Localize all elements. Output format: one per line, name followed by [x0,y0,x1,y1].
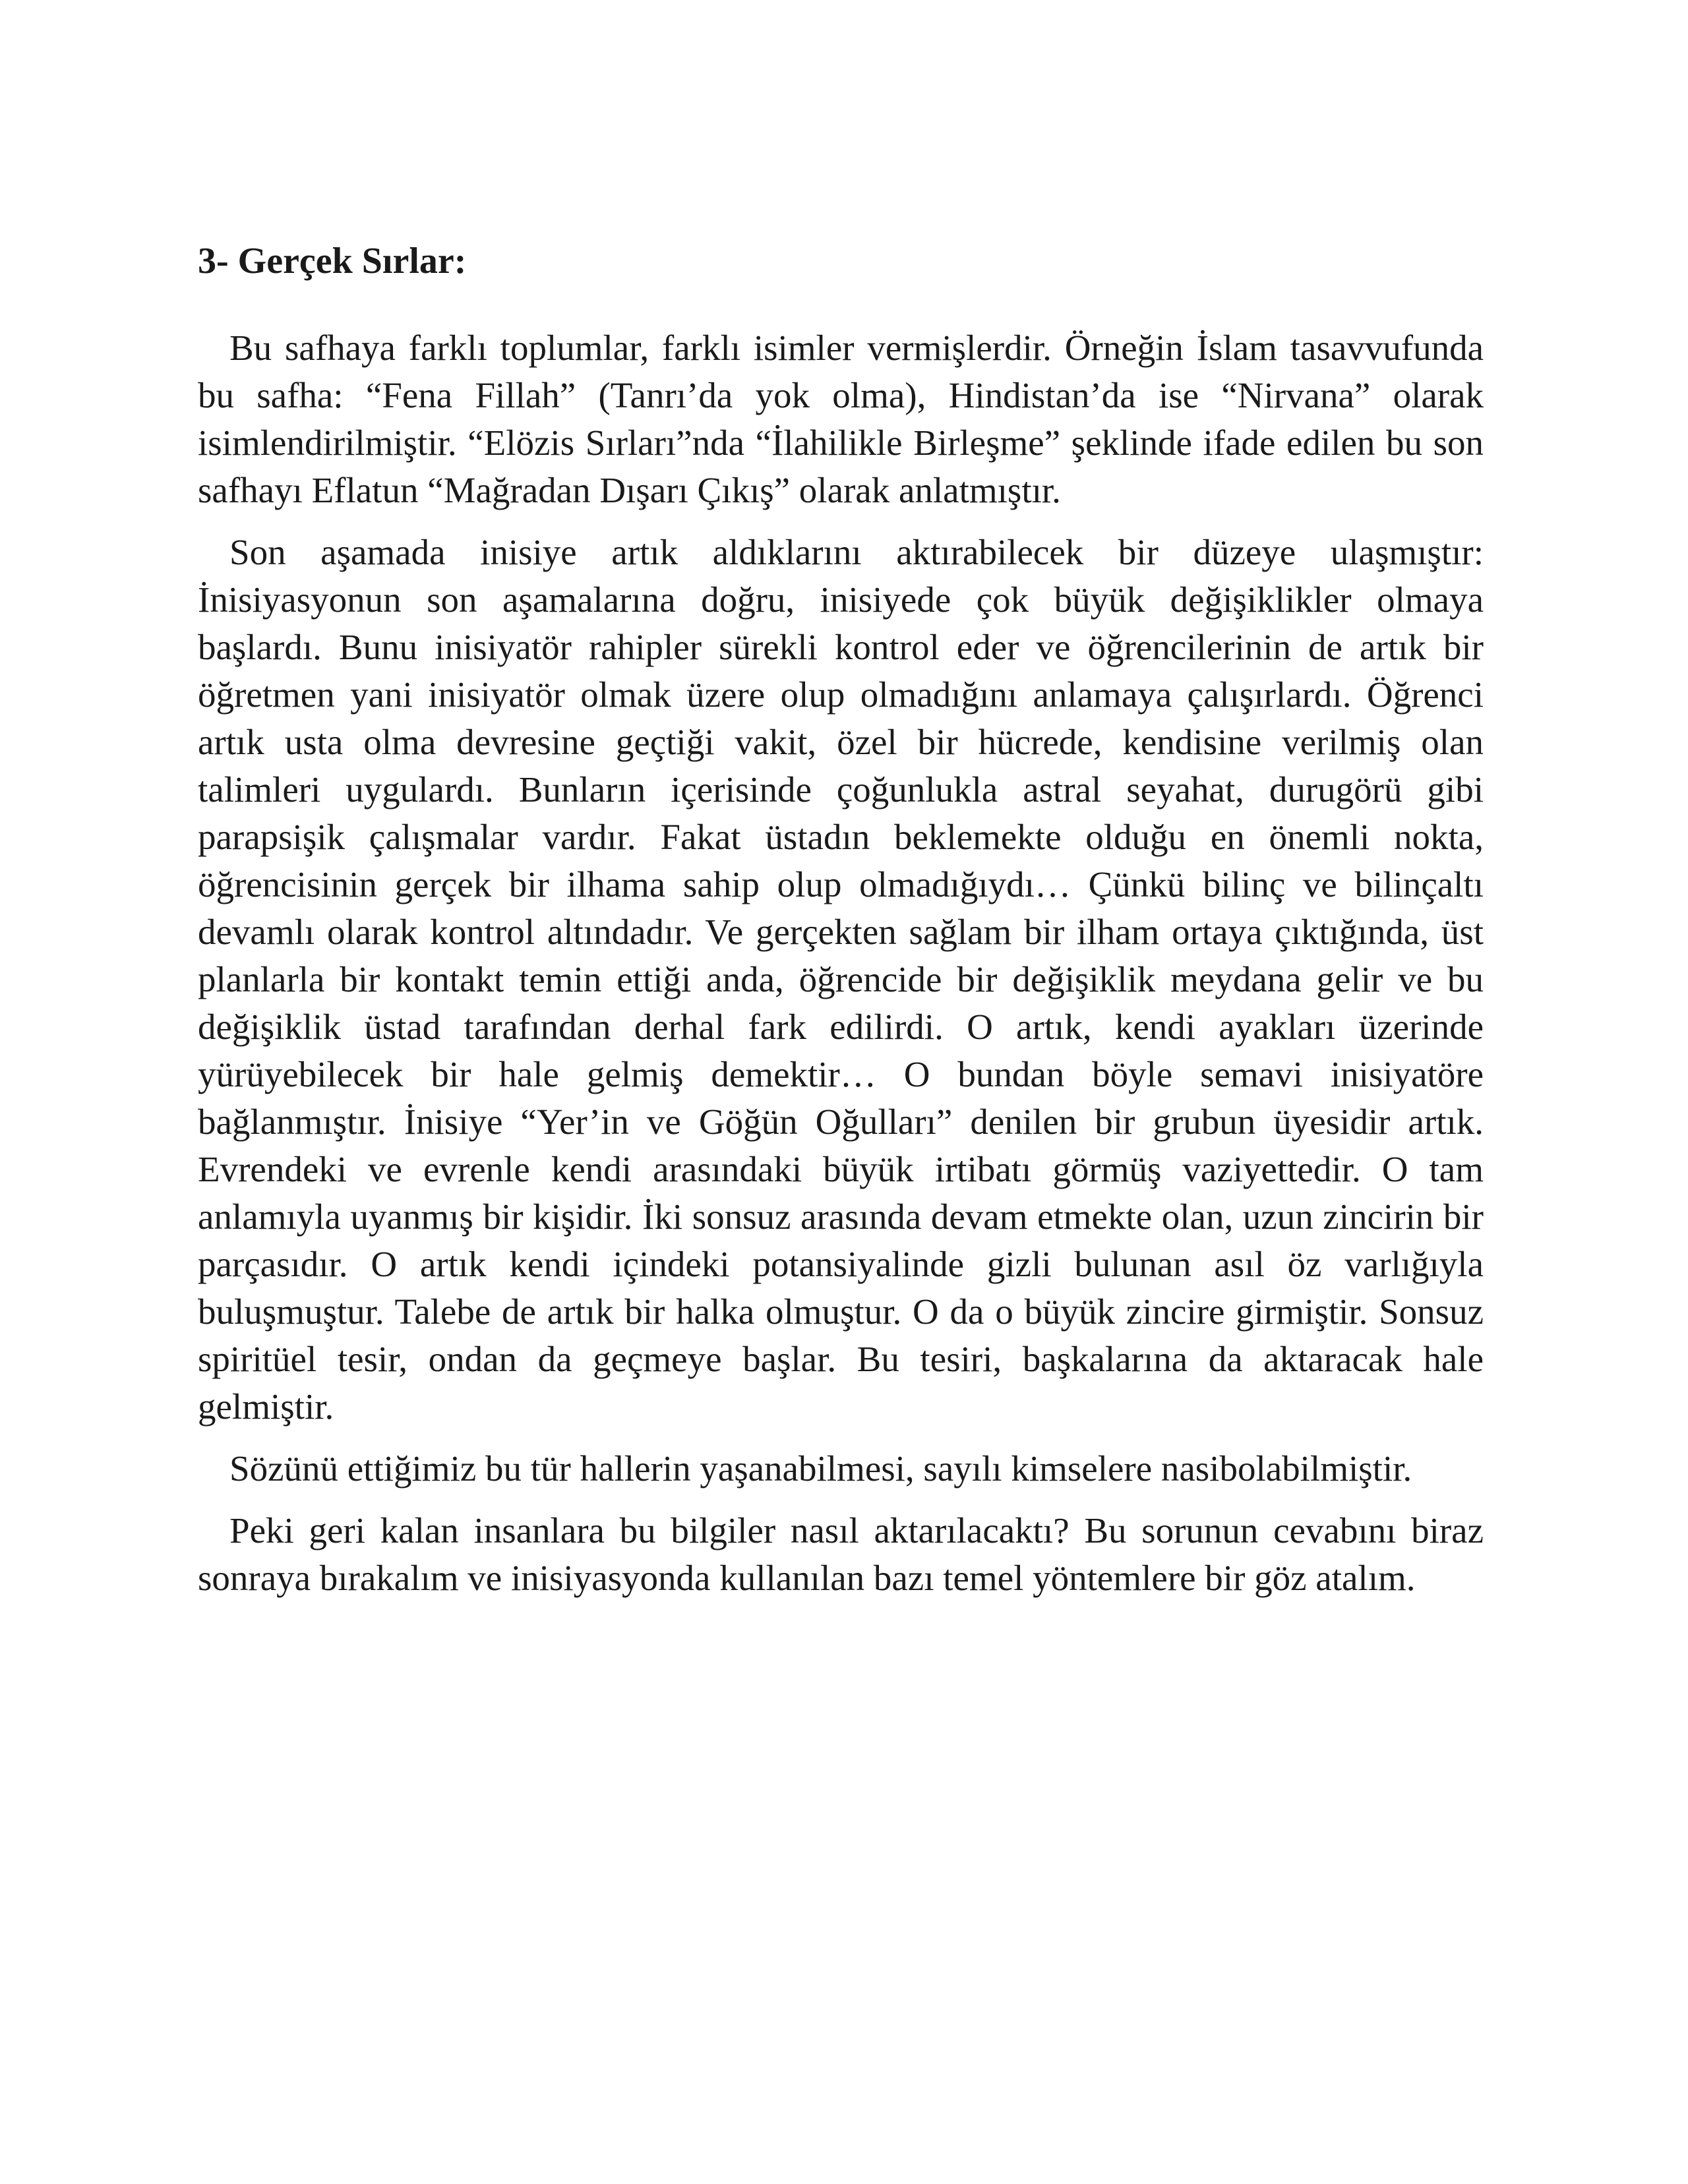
paragraph-4: Peki geri kalan insanlara bu bilgiler nasıl aktarılacaktı? Bu sorunun cevabını biraz sonraya bırakalım ve inisiyasyonda kullanılan bazı temel yöntemlere bir göz atalım. [198,1510,1484,1598]
paragraph-1: Bu safhaya farklı toplumlar, farklı isimler vermişlerdir. Örneğin İslam tasavvufunda bu safha: “Fena Fillah” (Tanrı’da yok olma), Hindistan’da ise “Nirvana” olarak isimlendirilmiştir. “Elözis Sırları”nda “İlahilikle Birleşme” şeklinde ifade edilen bu son safhayı Eflatun “Mağradan Dışarı Çıkış” olarak anlatmıştır. [198,328,1484,510]
section-heading: 3- Gerçek Sırlar: [198,241,467,281]
paragraph-3: Sözünü ettiğimiz bu tür hallerin yaşanabilmesi, sayılı kimselere nasibolabilmiştir. [229,1448,1412,1489]
document-page [198,237,1484,1616]
paragraph-2: Son aşamada inisiye artık aldıklarını aktırabilecek bir düzeye ulaşmıştır: İnisiyasyonun son aşamalarına doğru, inisiyede çok büyük değişiklikler olmaya başlardı. Bunu inisiyatör rahipler sürekli kontrol eder ve öğrencilerinin de artık bir öğretmen yani inisiyatör olmak üzere olup olmadığını anlamaya çalışırlardı. Öğrenci artık usta olma devresine geçtiği vakit, özel bir hücrede, kendisine verilmiş olan talimleri uygulardı. Bunların içerisinde çoğunlukla astral seyahat, durugörü gibi parapsişik çalışmalar vardır. Fakat üstadın beklemekte olduğu en önemli nokta, öğrencisinin gerçek bir ilhama sahip olup olmadığıydı… Çünkü bilinç ve bilinçaltı devamlı olarak kontrol altındadır. Ve gerçekten sağlam bir ilham ortaya çıktığında, üst planlarla bir kontakt temin ettiği anda, öğrencide bir değişiklik meydana gelir ve bu değişiklik üstad tarafından derhal fark edilirdi. O artık, kendi ayakları üzerinde yürüyebilecek bir hale gelmiş demektir… O bundan böyle semavi inisiyatöre bağlanmıştır. İnisiye “Yer’in ve Göğün Oğulları” denilen bir grubun üyesidir artık. Evrendeki ve evrenle kendi arasındaki büyük irtibatı görmüş vaziyettedir. O tam anlamıyla uyanmış bir kişidir. İki sonsuz arasında devam etmekte olan, uzun zincirin bir parçasıdır. O artık kendi içindeki potansiyalinde gizli bulunan asıl öz varlığıyla buluşmuştur. Talebe de artık bir halka olmuştur. O da o büyük zincire girmiştir. Sonsuz spiritüel tesir, ondan da geçmeye başlar. Bu tesiri, başkalarına da aktaracak hale gelmiştir. [198,532,1484,1427]
